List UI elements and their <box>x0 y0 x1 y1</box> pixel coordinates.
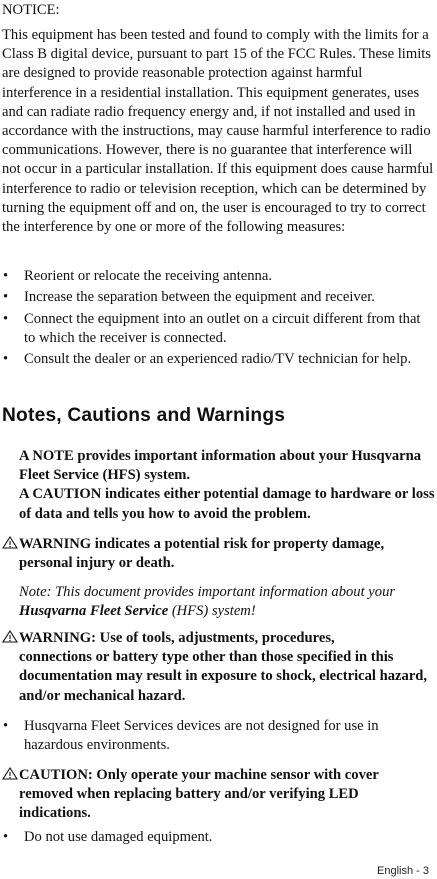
fcc-paragraph: This equipment has been tested and found to comply with the limits for a Class B digital device, pursuant to part 15 of the FCC Rules. These limits are designed to provide reasonable protection against harmful interference in a residential installation. This equipment generates, uses and can radiate radio frequency energy and, if not installed and used in accordance with the instructions, may cause harmful interference to radio communications. However, there is no guarantee that interference will not occur in a particular installation. If this equipment does cause harmful interference to radio or television reception, which can be determined by turning the equipment off and on, the user is encouraged to try to correct the interference by one or more of the following measures: <box>2 27 434 236</box>
caution-definition: A CAUTION indicates either potential damage to hardware or loss of data and tells you how to avoid the problem. <box>19 486 435 522</box>
caution-sensor <box>2 766 434 824</box>
warning-tools <box>2 629 434 706</box>
warning-icon <box>2 767 18 780</box>
note-example-brand: Husqvarna Fleet Service <box>19 603 169 620</box>
warning-icon <box>2 630 18 643</box>
warning-icon <box>2 536 18 549</box>
damaged-list <box>2 828 422 847</box>
section-heading: Notes, Cautions and Warnings <box>2 405 286 426</box>
list-item: • Connect the equipment into an outlet on a circuit different from that to which the receiver is connected. <box>2 310 422 348</box>
note-example-suffix: (HFS) system! <box>168 603 256 620</box>
definitions-block <box>19 447 435 524</box>
warning-text-rest: personal injury or death. <box>19 555 175 572</box>
list-item: • Do not use damaged equipment. <box>2 828 422 847</box>
hazard-list <box>2 717 422 755</box>
list-item: • Consult the dealer or an experienced radio/TV technician for help. <box>2 350 422 369</box>
list-item: • Increase the separation between the equipment and receiver. <box>2 288 422 307</box>
warning-tools-rest: connections or battery type other than those specified in this documentation may result in exposure to shock, electrical hazard, and/or mechanical hazard. <box>19 649 428 704</box>
note-example <box>19 583 429 621</box>
caution-sensor-first: CAUTION: Only operate your machine sensor with cover <box>19 767 379 783</box>
warning-text-first: WARNING indicates a potential risk for property damage, <box>19 536 385 552</box>
warning-definition <box>2 535 434 573</box>
list-item: • Reorient or relocate the receiving antenna. <box>2 267 422 286</box>
page-number: English - 3 <box>377 865 429 877</box>
measures-list <box>2 267 422 372</box>
list-item: • Husqvarna Fleet Services devices are not designed for use in hazardous environments. <box>2 717 422 755</box>
notice-heading: NOTICE: <box>2 2 60 18</box>
note-definition: A NOTE provides important information about your Husqvarna Fleet Service (HFS) system. <box>19 448 422 484</box>
caution-sensor-rest: removed when replacing battery and/or verifying LED indications. <box>19 786 359 822</box>
warning-tools-first: WARNING: Use of tools, adjustments, procedures, <box>19 630 335 646</box>
note-example-prefix: Note: This document provides important information about your <box>19 584 396 600</box>
